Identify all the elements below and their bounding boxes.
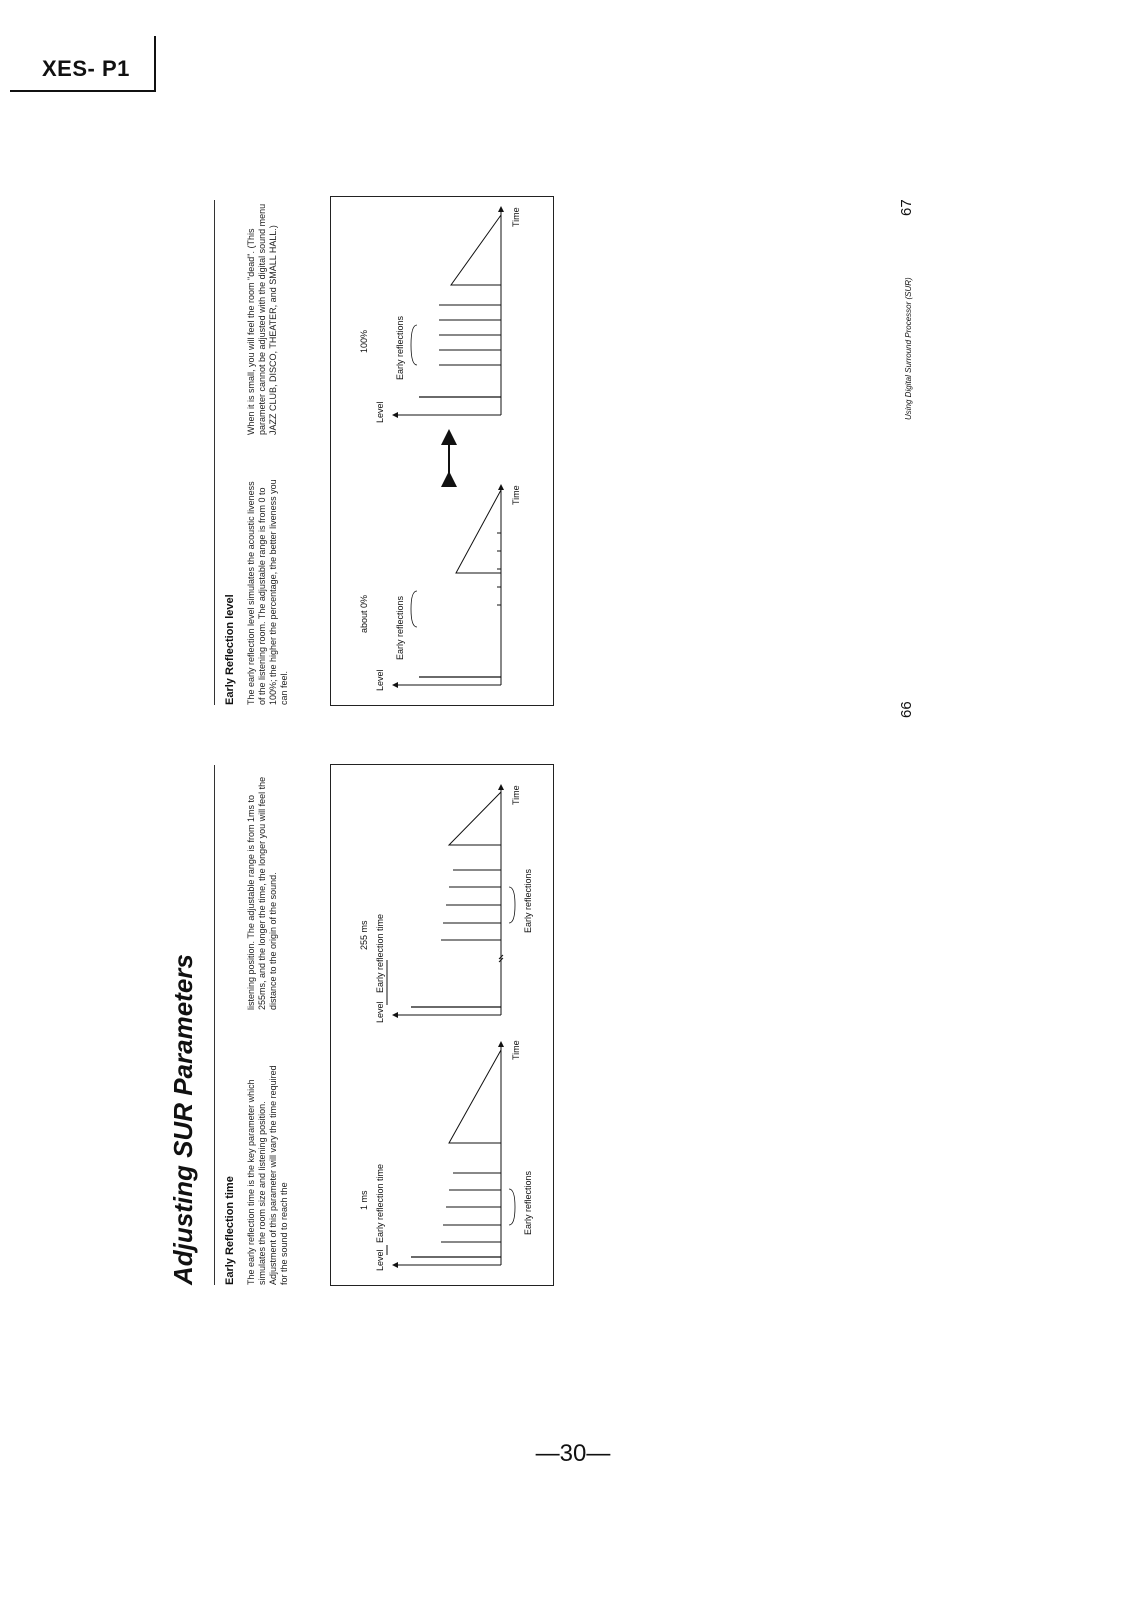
section-time-diagram — [331, 765, 553, 1285]
time-label: Time — [511, 207, 521, 227]
level-label: Level — [375, 669, 385, 691]
section-level-diagram — [331, 197, 553, 705]
page-number-left: 66 — [898, 701, 915, 718]
level-label: Level — [375, 1249, 385, 1271]
section-time-rule — [214, 765, 215, 1285]
ert-label: Early reflection time — [375, 913, 385, 993]
reverb-triangle — [449, 1050, 501, 1143]
section-time-heading: Early Reflection time — [224, 1176, 236, 1285]
ert-value: 255 ms — [359, 920, 369, 950]
level-label: Level — [375, 401, 385, 423]
level-label: Level — [375, 1001, 385, 1023]
erl-value: about 0% — [359, 594, 369, 633]
reverb-triangle — [456, 490, 501, 573]
section-level-text-col2: When it is small, you will feel the room "dead". (This parameter cannot be adjusted with the digital sound menu JAZZ CLUB, DISCO, THEATER, and SMALL HALL.) — [246, 203, 278, 435]
time-label: Time — [511, 485, 521, 505]
erl-0-diagram — [359, 485, 521, 691]
early-brace — [509, 1189, 515, 1225]
reverb-triangle — [451, 215, 501, 285]
reverb-triangle — [449, 792, 501, 845]
page-number: —30— — [535, 1440, 611, 1467]
section-level-figure — [330, 196, 554, 706]
ert-value: 1 ms — [359, 1190, 369, 1210]
section-level-heading: Early Reflection level — [224, 594, 236, 705]
erl-100-diagram — [359, 207, 521, 423]
time-label: Time — [511, 785, 521, 805]
erl-value: 100% — [359, 329, 369, 353]
footer-caption: Using Digital Surround Processor (SUR) — [904, 277, 913, 420]
ert-label: Early reflection time — [375, 1163, 385, 1243]
early-label: Early reflections — [523, 1170, 533, 1235]
early-brace — [509, 887, 515, 923]
early-label: Early reflections — [523, 868, 533, 933]
section-level-rule — [214, 200, 215, 705]
ert-255ms-diagram — [359, 785, 533, 1023]
early-label: Early reflections — [395, 595, 405, 660]
early-brace — [411, 591, 417, 627]
early-label: Early reflections — [395, 315, 405, 380]
early-brace — [411, 325, 417, 365]
time-label: Time — [511, 1040, 521, 1060]
page-number-right: 67 — [898, 199, 915, 216]
section-level-text-col1: The early reflection level simulates the acoustic liveness of the listening room. The adjustable range is from 0 to 100%; the higher the percentage, the better liveness you can feel. — [246, 479, 289, 705]
page-title: Adjusting SUR Parameters — [168, 954, 198, 1285]
model-name: XES- P1 — [42, 56, 130, 81]
ert-1ms-diagram — [359, 1040, 533, 1271]
section-time-text-col1: The early reflection time is the key parameter which simulates the room size and listening position. Adjustment of this parameter will vary the time required for the sound to reach the — [246, 1065, 289, 1285]
section-time-text-col2: listening position. The adjustable range is from 1ms to 255ms, and the longer the time, the longer you will feel the distance to the origin of the sound. — [246, 776, 278, 1010]
section-time-figure — [330, 764, 554, 1286]
